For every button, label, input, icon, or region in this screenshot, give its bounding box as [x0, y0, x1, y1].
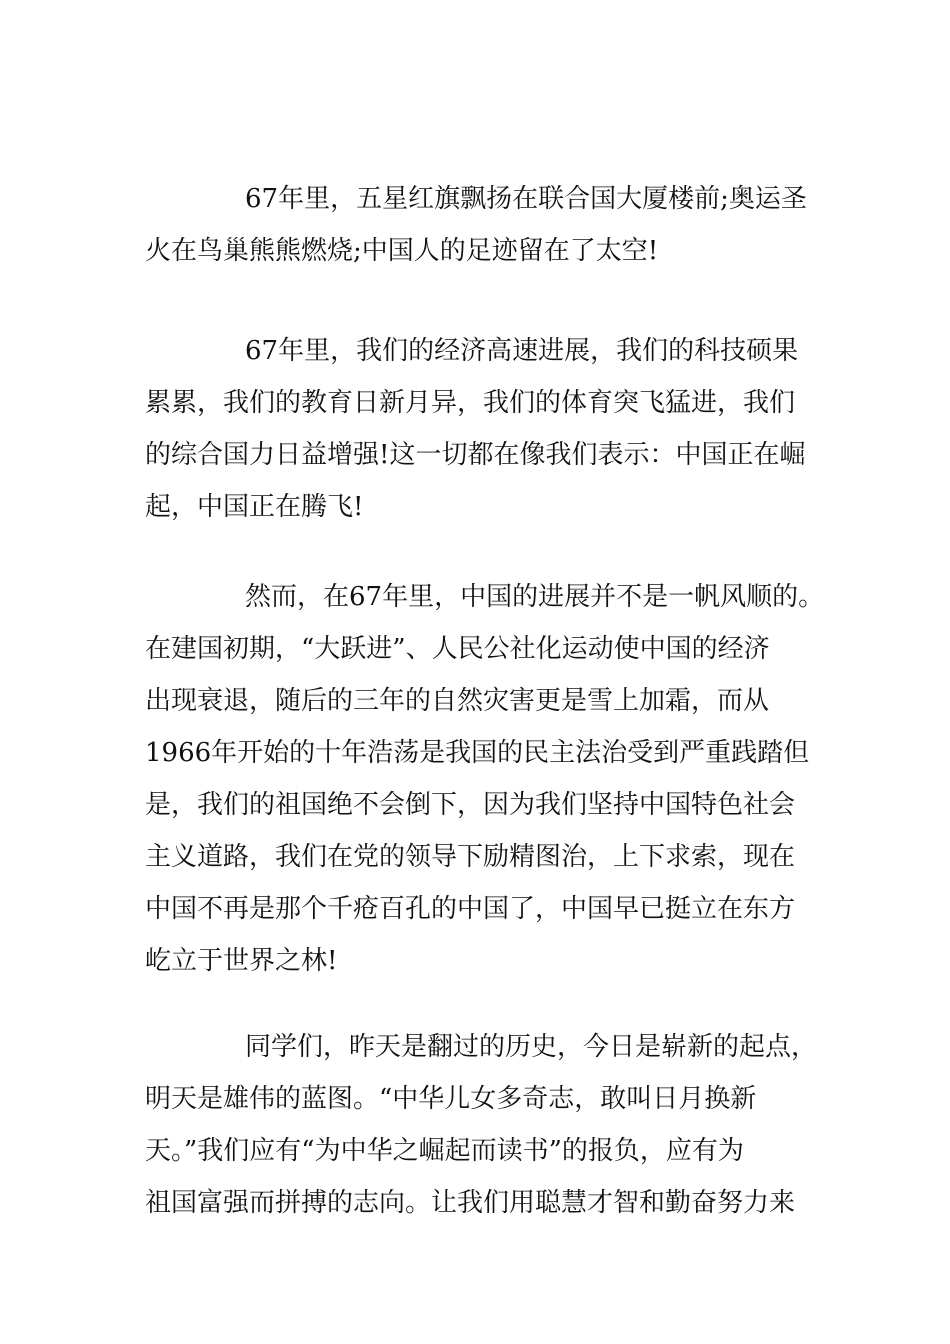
paragraph-3 — [145, 571, 825, 987]
paragraph-line: 1966年开始的十年浩荡是我国的民主法治受到严重践踏但 — [145, 738, 810, 768]
paragraph-line: 火在鸟巢熊熊燃烧;中国人的足迹留在了太空! — [145, 236, 659, 266]
paragraph-line: 同学们，昨天是翻过的历史，今日是崭新的起点， — [245, 1032, 818, 1062]
paragraph-line: 主义道路，我们在党的领导下励精图治，上下求索，现在 — [145, 842, 796, 872]
paragraph-line: 中国不再是那个千疮百孔的中国了，中国早已挺立在东方 — [145, 894, 796, 924]
paragraph-line: 累累，我们的教育日新月异，我们的体育突飞猛进，我们 — [145, 388, 796, 418]
paragraph-line: 祖国富强而拼搏的志向。让我们用聪慧才智和勤奋努力来 — [145, 1188, 796, 1218]
paragraph-1 — [145, 173, 815, 277]
paragraph-4 — [145, 1021, 818, 1229]
paragraph-line: 是，我们的祖国绝不会倒下，因为我们坚持中国特色社会 — [145, 790, 796, 820]
paragraph-line: 然而，在67年里，中国的进展并不是一帆风顺的。 — [245, 582, 825, 612]
paragraph-line: 明天是雄伟的蓝图。“中华儿女多奇志，敢叫日月换新 — [145, 1084, 757, 1114]
paragraph-2 — [145, 325, 815, 533]
paragraph-line: 在建国初期，“大跃进”、人民公社化运动使中国的经济 — [145, 634, 770, 664]
paragraph-line: 起，中国正在腾飞! — [145, 492, 364, 522]
paragraph-line: 的综合国力日益增强!这一切都在像我们表示：中国正在崛 — [145, 440, 806, 470]
paragraph-line: 天。”我们应有“为中华之崛起而读书”的报负，应有为 — [145, 1136, 744, 1166]
paragraph-line: 屹立于世界之林! — [145, 946, 338, 976]
paragraph-line: 出现衰退，随后的三年的自然灾害更是雪上加霜，而从 — [145, 686, 770, 716]
paragraph-line: 67年里，我们的经济高速进展，我们的科技硕果 — [245, 336, 799, 366]
paragraph-line: 67年里，五星红旗飘扬在联合国大厦楼前;奥运圣 — [245, 184, 807, 214]
